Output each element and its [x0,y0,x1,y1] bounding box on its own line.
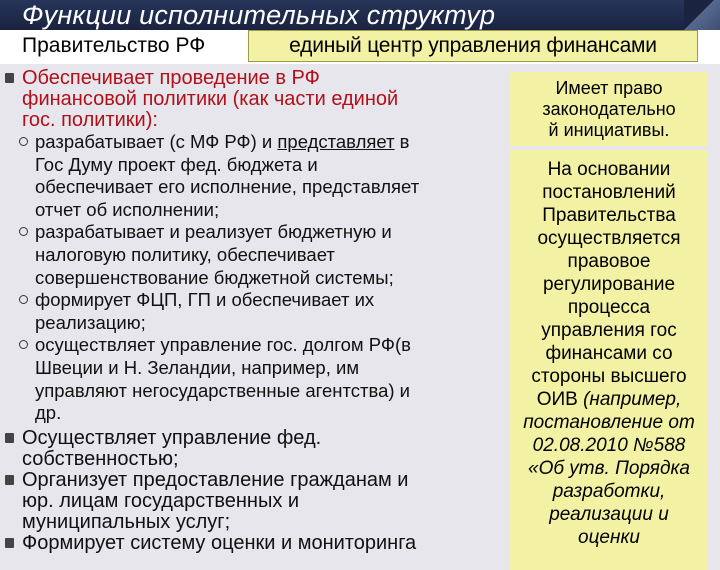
sub-item-line: налоговую политику, обеспечивает [35,243,335,265]
box-line: законодательно [542,99,676,119]
item-line: Организует предоставление гражданам и [22,468,409,491]
item-line: финансовой политики (как части единой [22,88,399,110]
circle-bullet-icon [19,227,28,236]
box-line: 02.08.2010 №588 [532,435,686,456]
slide-title: Функции исполнительных структур [22,0,496,30]
regulation-box [510,150,708,570]
finance-center-box: единый центр управления финансами [248,30,698,62]
sub-item-line: отчет об исполнении; [35,198,220,220]
sub-item-line: реализацию; [35,311,146,333]
circle-bullet-icon [19,340,28,349]
legislative-initiative-box [510,72,708,146]
item-line: муниципальных услуг; [22,510,231,533]
square-bullet-icon [5,73,14,83]
main-content [0,64,495,554]
box-line: «Об утв. Порядка [528,458,690,479]
item-line: гос. политики): [22,109,158,131]
italic-text: (например, [583,389,682,410]
list-item-property [0,428,495,470]
sub-item-line: обеспечивает его исполнение, представляет [35,176,420,198]
box-line: Правительства [542,205,676,226]
item-line: Осуществляет управление фед. [22,426,322,449]
square-bullet-icon [5,475,14,485]
list-item-monitoring [0,533,495,554]
item-line: Формирует систему оценки и мониторинга [22,531,417,554]
box-line [510,388,708,411]
government-label: Правительство РФ [22,34,206,57]
sub-item-line: Швеции и Н. Зеландии, например, им [35,356,360,378]
title-corner-decoration [684,0,720,30]
box-line: оценки [578,527,640,548]
box-line: й инициативы. [548,120,670,140]
title-bar [0,0,720,30]
box-line: На основании [547,159,671,180]
square-bullet-icon [5,538,14,548]
box-line: Имеет право [555,78,663,98]
underlined-text: представляет [277,131,395,152]
box-line: разработки, [552,481,666,502]
sub-item-line: осуществляет управление гос. долгом РФ(в [35,334,411,356]
list-item-policy [0,68,495,131]
box-line: правовое [567,251,651,272]
sub-item-line: Гос Думу проект фед. бюджета и [35,153,318,175]
circle-bullet-icon [19,137,28,146]
item-line: юр. лицам государственных и [22,489,300,512]
box-line: реализации и [549,504,669,525]
sub-item-line: формирует ФЦП, ГП и обеспечивает их [35,289,375,311]
sub-item-line: управляют негосударственные агентства) и [35,379,410,401]
box-line: постановление от [523,412,695,433]
sub-item-tax-policy [0,221,495,289]
item-line: собственностью; [22,447,179,470]
sub-item-line: разрабатывает и реализует бюджетную и [35,221,392,243]
list-item-services [0,470,495,533]
box-line: управления гос [541,320,677,341]
square-bullet-icon [5,433,14,443]
text-part: разрабатывает (с МФ РФ) и [35,131,278,152]
sub-item-debt [0,334,495,424]
box-line: финансами со [545,343,673,364]
circle-bullet-icon [19,295,28,304]
box-line: стороны высшего [531,366,687,387]
text-part: в [394,131,410,152]
box-line: осуществляется [537,228,681,249]
side-panel [500,64,720,548]
sub-item-budget [0,131,495,221]
sub-item-line: совершенствование бюджетной системы; [35,266,394,288]
box-line: регулирование [542,274,676,295]
box-line: постановлений [542,182,676,203]
text-part: ОИВ [536,389,584,410]
item-line: Обеспечивает проведение в РФ [22,67,320,89]
sub-item-line: др. [35,402,62,424]
box-line: процесса [567,297,651,318]
sub-item-line [35,131,495,154]
sub-item-programs [0,289,495,334]
